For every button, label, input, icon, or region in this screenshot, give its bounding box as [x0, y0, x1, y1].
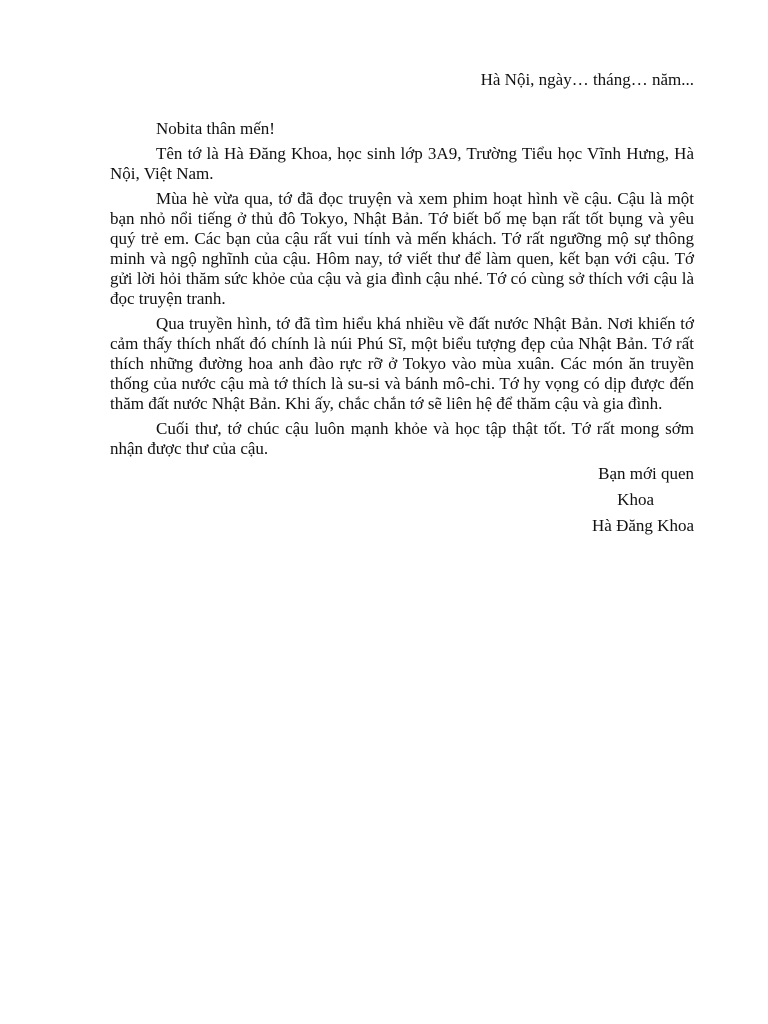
letter-paragraph-about-nobita: Mùa hè vừa qua, tớ đã đọc truyện và xem phim hoạt hình về cậu. Cậu là một bạn nhỏ nổi tiếng ở thủ đô Tokyo, Nhật Bản. Tớ biết bố mẹ bạn rất tốt bụng và yêu quý trẻ em. Các bạn của cậu rất vui tính và mến khách. Tớ rất ngưỡng mộ sự thông minh và ngộ nghĩnh của cậu. Hôm nay, tớ viết thư để làm quen, kết bạn với cậu. Tớ gửi lời hỏi thăm sức khỏe của cậu và gia đình cậu nhé. Tớ có cùng sở thích với cậu là đọc truyện tranh. — [110, 189, 694, 308]
letter-paragraph-intro: Tên tớ là Hà Đăng Khoa, học sinh lớp 3A9, Trường Tiểu học Vĩnh Hưng, Hà Nội, Việt Nam. — [110, 144, 694, 183]
letter-page — [110, 70, 694, 536]
letter-greeting: Nobita thân mến! — [156, 119, 275, 138]
letter-paragraph-about-japan: Qua truyền hình, tớ đã tìm hiểu khá nhiều về đất nước Nhật Bản. Nơi khiến tớ cảm thấy thích nhất đó chính là núi Phú Sĩ, một biểu tượng đẹp của Nhật Bản. Tớ rất thích những đường hoa anh đào rực rỡ ở Tokyo vào mùa xuân. Các món ăn truyền thống của nước cậu mà tớ thích là su-si và bánh mô-chi. Tớ hy vọng có dịp được đến thăm đất nước Nhật Bản. Khi ấy, chắc chắn tớ sẽ liên hệ để thăm cậu và gia đình. — [110, 314, 694, 413]
letter-signature-nickname: Khoa — [617, 490, 654, 509]
letter-dateline: Hà Nội, ngày… tháng… năm... — [480, 70, 694, 89]
letter-signoff: Bạn mới quen — [598, 464, 694, 483]
letter-signature-fullname: Hà Đăng Khoa — [592, 516, 694, 535]
letter-paragraph-closing: Cuối thư, tớ chúc cậu luôn mạnh khỏe và học tập thật tốt. Tớ rất mong sớm nhận được thư của cậu. — [110, 419, 694, 458]
